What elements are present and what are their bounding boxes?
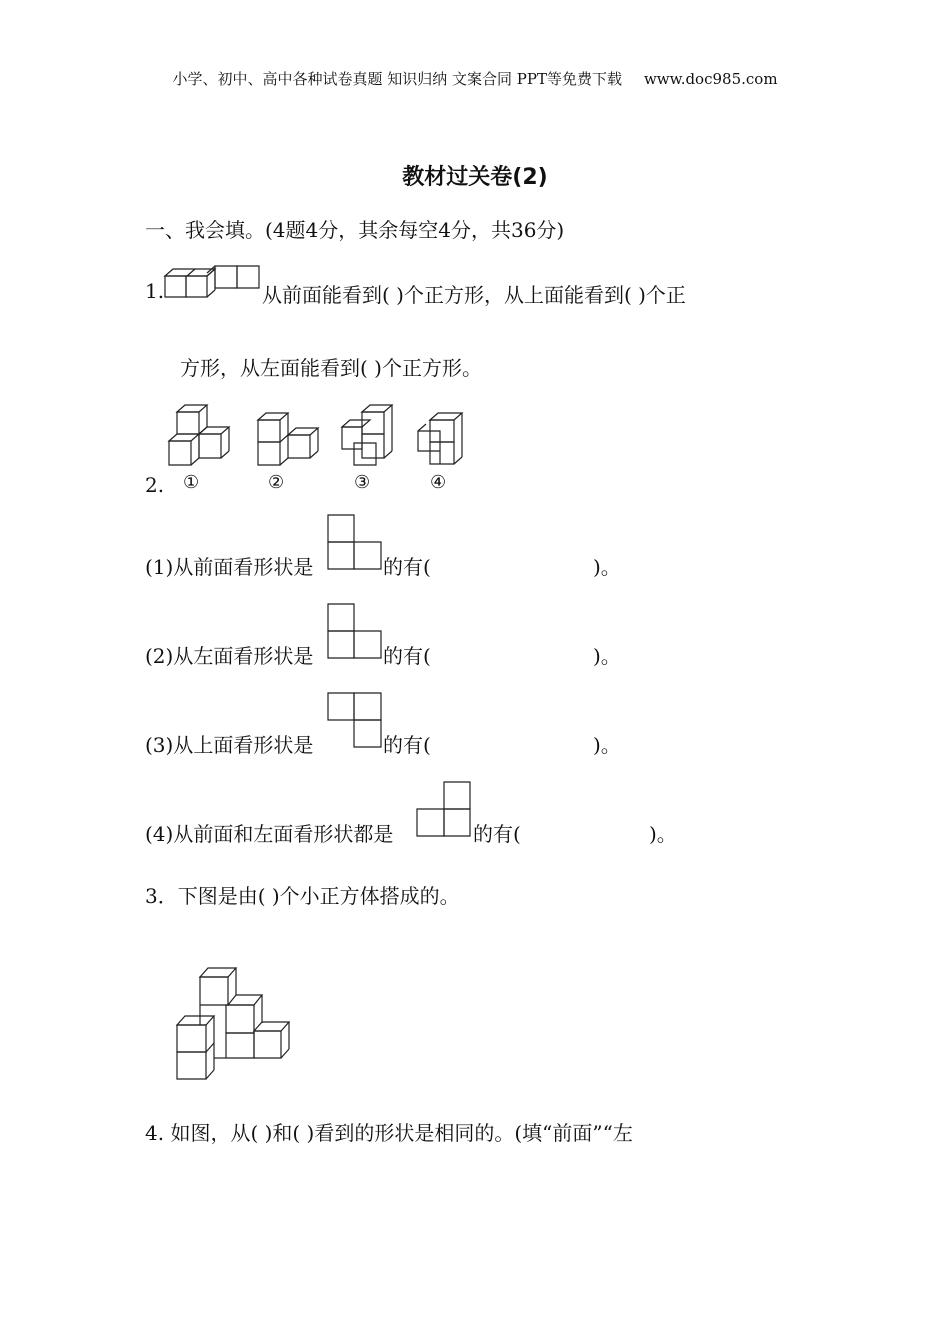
q2-sub4-shape [416, 781, 472, 837]
q1-line2: 方形，从左面能看到( )个正方形。 [180, 356, 482, 380]
q3-cube-figure [174, 965, 292, 1083]
q2-sub4-text: (4)从前面和左面看形状都是 [145, 822, 394, 846]
q2-sub4-post: 的有( [473, 822, 521, 846]
q2-sub3-text: (3)从上面看形状是 [145, 733, 314, 757]
q2-sub4-close: )。 [649, 822, 677, 846]
q2-sub3-shape [327, 692, 383, 748]
page-header [0, 68, 950, 89]
header-text: 小学、初中、高中各种试卷真题 知识归纳 文案合同 PPT等免费下载 [172, 70, 622, 88]
q2-figure-2 [256, 411, 320, 467]
q2-sub1-text: (1)从前面看形状是 [145, 555, 314, 579]
q2-label-2: ② [268, 472, 285, 493]
q1-line1: 从前面能看到( )个正方形，从上面能看到( )个正 [262, 283, 686, 307]
q2-figure-1 [167, 403, 231, 467]
q3-text: 3．下图是由( )个小正方体搭成的。 [145, 884, 460, 908]
q2-sub2-post: 的有( [383, 644, 431, 668]
q2-label-3: ③ [354, 472, 371, 493]
q2-sub2-text: (2)从左面看形状是 [145, 644, 314, 668]
q2-number: 2. [145, 473, 165, 497]
q4-text: 4. 如图，从( )和( )看到的形状是相同的。(填“前面”“左 [145, 1121, 633, 1145]
q2-figure-3 [340, 403, 396, 467]
q1-cube-figure [163, 264, 261, 300]
q2-figure-4 [416, 411, 474, 467]
page-title: 教材过关卷(2) [402, 165, 548, 190]
q2-sub3-close: )。 [593, 733, 621, 757]
q2-sub2-close: )。 [593, 644, 621, 668]
q2-sub1-shape [327, 514, 383, 570]
header-url: www.doc985.com [643, 70, 778, 88]
q2-sub3-post: 的有( [383, 733, 431, 757]
q1-number: 1. [145, 279, 165, 303]
q2-sub1-post: 的有( [383, 555, 431, 579]
q2-sub1-close: )。 [593, 555, 621, 579]
q2-sub2-shape [327, 603, 383, 659]
section-heading: 一、我会填。(4题4分，其余每空4分，共36分) [145, 218, 565, 242]
q2-label-1: ① [183, 472, 200, 493]
q2-label-4: ④ [430, 472, 447, 493]
